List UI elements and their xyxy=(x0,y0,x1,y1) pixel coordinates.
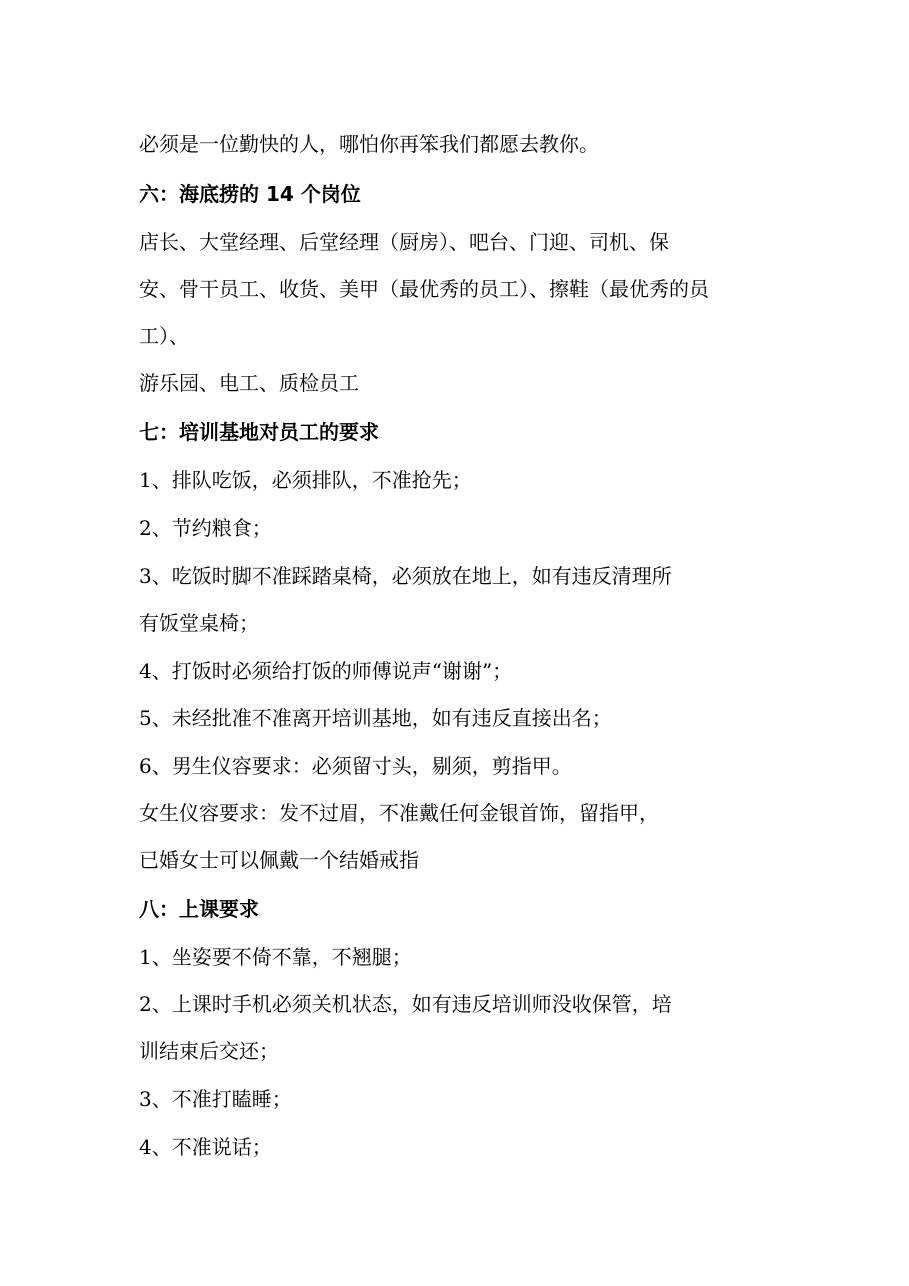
list-item: 1、排队吃饭，必须排队，不准抢先； xyxy=(139,468,472,492)
list-item: 1、坐姿要不倚不靠，不翘腿； xyxy=(139,945,412,969)
list-item: 2、上课时手机必须关机状态，如有违反培训师没收保管，培 xyxy=(139,992,672,1016)
list-item-continuation: 已婚女士可以佩戴一个结婚戒指 xyxy=(139,848,419,872)
list-item: 5、未经批准不准离开培训基地，如有违反直接出名； xyxy=(139,706,612,730)
list-item: 4、不准说话； xyxy=(139,1135,272,1159)
list-item: 3、吃饭时脚不准踩踏桌椅，必须放在地上，如有违反清理所 xyxy=(139,564,672,588)
body-text-line: 工）、 xyxy=(139,324,189,348)
list-item-continuation: 有饭堂桌椅； xyxy=(139,611,259,635)
section-heading: 七：培训基地对员工的要求 xyxy=(139,420,379,444)
list-item: 2、节约粮食； xyxy=(139,516,272,540)
list-item: 4、打饭时必须给打饭的师傅说声“谢谢”； xyxy=(139,659,513,683)
body-text-line: 必须是一位勤快的人，哪怕你再笨我们都愿去教你。 xyxy=(139,132,599,156)
body-text-line: 游乐园、电工、质检员工 xyxy=(139,371,359,395)
body-text-line: 店长、大堂经理、后堂经理（厨房）、吧台、门迎、司机、保 xyxy=(139,230,669,254)
list-item: 3、不准打瞌睡； xyxy=(139,1087,292,1111)
list-item-continuation: 女生仪容要求：发不过眉，不准戴任何金银首饰，留指甲， xyxy=(139,801,659,825)
section-heading: 八：上课要求 xyxy=(139,897,259,921)
section-heading: 六：海底捞的 14 个岗位 xyxy=(139,182,361,206)
list-item-continuation: 训结束后交还； xyxy=(139,1039,279,1063)
body-text-line: 安、骨干员工、收货、美甲（最优秀的员工）、擦鞋（最优秀的员 xyxy=(139,277,709,301)
list-item: 6、男生仪容要求：必须留寸头，剔须，剪指甲。 xyxy=(139,754,572,778)
